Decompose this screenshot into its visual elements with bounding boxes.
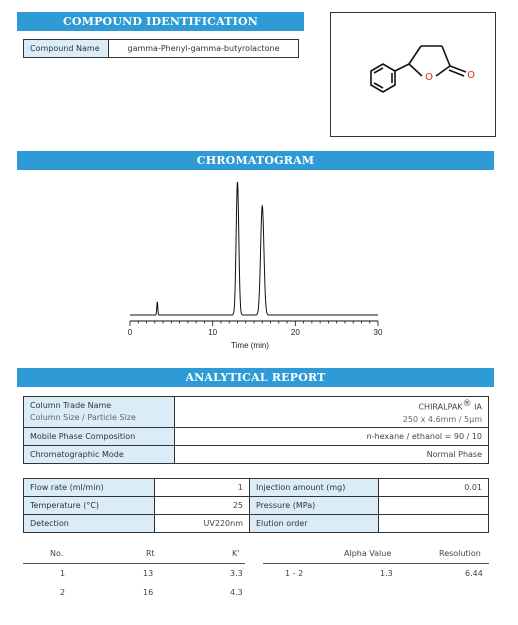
structure-drawing <box>331 13 495 136</box>
peak-row-1-no: 1 <box>60 569 66 578</box>
temperature-value: 25 <box>155 497 250 515</box>
peak-row-2-rt: 16 <box>143 588 154 597</box>
carbonyl-oxygen-label: O <box>467 70 475 81</box>
column-trade-name-value: CHIRALPAK® IA <box>418 399 482 412</box>
peaks-header-rt: Rt <box>146 549 155 558</box>
elution-order-label: Elution order <box>250 515 379 533</box>
compound-table <box>23 39 299 58</box>
compound-name-label: Compound Name <box>24 40 109 58</box>
chromatogram-trace <box>130 182 378 315</box>
chromatographic-mode-value: Normal Phase <box>175 446 489 464</box>
peak-row-2-no: 2 <box>60 588 66 597</box>
chromatogram-chart <box>0 174 518 354</box>
column-info-table <box>23 396 489 464</box>
mobile-phase-value: n-hexane / ethanol = 90 / 10 <box>175 428 489 446</box>
injection-amount-value: 0.01 <box>379 479 489 497</box>
conditions-table <box>23 478 489 533</box>
resolution-header: Resolution <box>439 549 481 558</box>
chromatogram-axis <box>128 321 383 337</box>
flow-rate-value: 1 <box>155 479 250 497</box>
peaks-header-no: No. <box>50 549 64 558</box>
selectivity-header-rule <box>263 563 489 564</box>
chromatographic-mode-label: Chromatographic Mode <box>24 446 175 464</box>
resolution-row-1: 6.44 <box>465 569 483 578</box>
alpha-row-1: 1.3 <box>380 569 393 578</box>
detection-label: Detection <box>24 515 155 533</box>
pressure-value <box>379 497 489 515</box>
x-tick-label: 30 <box>373 328 383 337</box>
peaks-header-k: K' <box>232 549 240 558</box>
ring-oxygen-label: O <box>425 72 433 83</box>
chromatogram-x-axis-label: Time (min) <box>231 341 269 350</box>
column-trade-name-label: Column Trade Name <box>30 401 112 410</box>
injection-amount-label: Injection amount (mg) <box>250 479 379 497</box>
x-tick-label: 20 <box>290 328 300 337</box>
column-size-label: Column Size / Particle Size <box>30 413 136 422</box>
pair-row-1: 1 - 2 <box>285 569 304 578</box>
column-values-cell <box>175 397 489 428</box>
x-tick-label: 0 <box>127 328 133 337</box>
structure-panel <box>330 12 496 137</box>
chromatogram-section-header: CHROMATOGRAM <box>17 151 494 170</box>
compound-section-header: COMPOUND IDENTIFICATION <box>17 12 304 31</box>
column-size-value: 250 x 4.6mm / 5μm <box>402 414 482 424</box>
temperature-label: Temperature (°C) <box>24 497 155 515</box>
report-section-header: ANALYTICAL REPORT <box>17 368 494 387</box>
alpha-header: Alpha Value <box>344 549 392 558</box>
detection-value: UV220nm <box>155 515 250 533</box>
elution-order-value <box>379 515 489 533</box>
compound-name-value: gamma-Phenyl-gamma-butyrolactone <box>109 40 299 58</box>
flow-rate-label: Flow rate (ml/min) <box>24 479 155 497</box>
peak-row-1-k: 3.3 <box>230 569 243 578</box>
x-tick-label: 10 <box>208 328 218 337</box>
mobile-phase-label: Mobile Phase Composition <box>24 428 175 446</box>
chromatogram-trace-group <box>130 182 378 315</box>
peak-row-2-k: 4.3 <box>230 588 243 597</box>
column-labels-cell <box>24 397 175 428</box>
pressure-label: Pressure (MPa) <box>250 497 379 515</box>
peak-row-1-rt: 13 <box>143 569 154 578</box>
peaks-header-rule <box>23 563 245 564</box>
